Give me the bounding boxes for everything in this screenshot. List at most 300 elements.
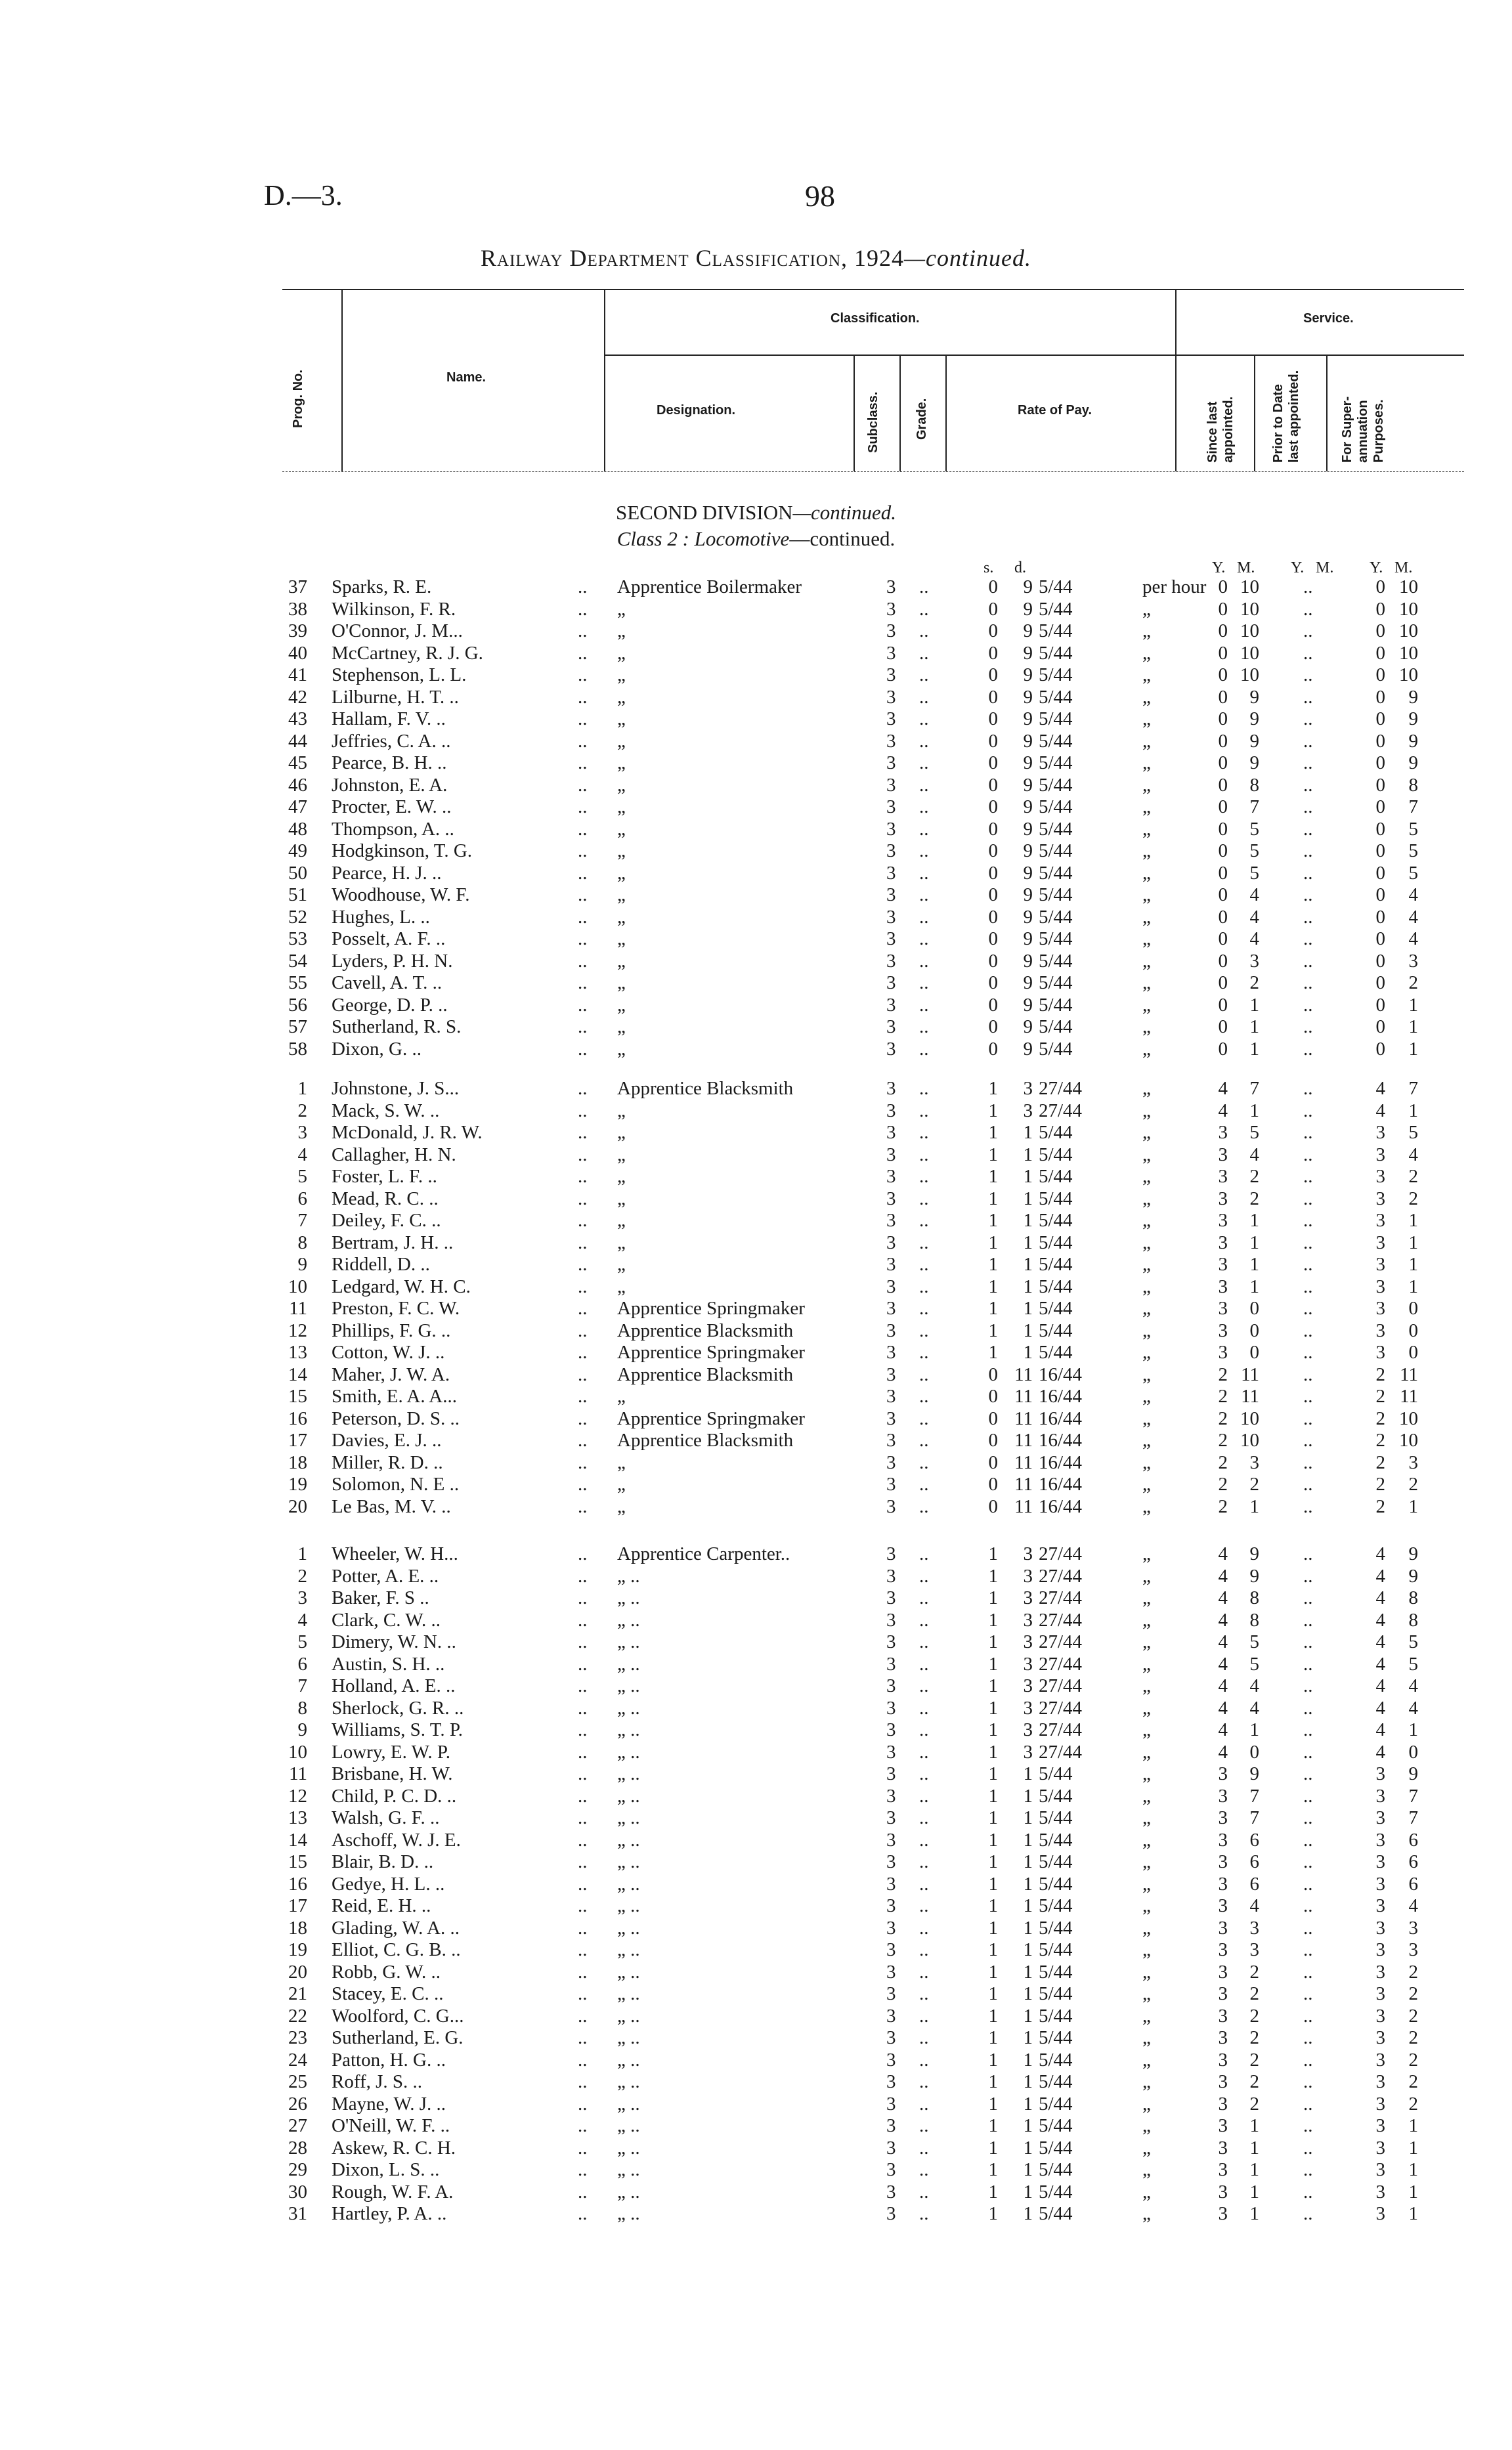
cell-no: 56 <box>288 994 307 1016</box>
cell-m3: 1 <box>1408 1495 1418 1517</box>
cell-y3: 3 <box>1375 1210 1385 1231</box>
cell-dots: .. <box>578 994 588 1016</box>
cell-d: 1 <box>1023 1232 1033 1253</box>
cell-sub: 3 <box>886 2181 896 2203</box>
table-row <box>0 2050 1512 2072</box>
cell-fr: 16/44 <box>1039 1408 1083 1429</box>
cell-y3: 4 <box>1375 1543 1385 1564</box>
table-row <box>0 1342 1512 1364</box>
cell-pd: .. <box>1303 1232 1313 1253</box>
cell-per: „ <box>1142 1342 1151 1363</box>
cell-m3: 2 <box>1408 2093 1418 2115</box>
cell-s: 1 <box>988 2093 998 2115</box>
cell-y3: 4 <box>1375 1631 1385 1652</box>
cell-m3: 9 <box>1408 708 1418 729</box>
col-subclass: Subclass. <box>866 391 880 453</box>
cell-pd: .. <box>1303 1122 1313 1143</box>
cell-y1: 3 <box>1218 1144 1228 1165</box>
cell-sub: 3 <box>886 1188 896 1209</box>
cell-s: 1 <box>988 1166 998 1187</box>
cell-y1: 4 <box>1218 1609 1228 1631</box>
cell-name: Smith, E. A. A... <box>332 1386 457 1407</box>
cell-s: 1 <box>988 2027 998 2048</box>
cell-no: 53 <box>288 928 307 949</box>
cell-dots: .. <box>578 1939 588 1960</box>
cell-pd: .. <box>1303 686 1313 708</box>
cell-name: Cotton, W. J. .. <box>332 1342 445 1363</box>
cell-gd: .. <box>919 1983 929 2004</box>
cell-per: „ <box>1142 1763 1151 1784</box>
cell-no: 16 <box>288 1408 307 1429</box>
cell-y3: 4 <box>1375 1741 1385 1763</box>
cell-dots: .. <box>578 1342 588 1363</box>
cell-sub: 3 <box>886 1609 896 1631</box>
cell-y3: 2 <box>1375 1408 1385 1429</box>
cell-fr: 5/44 <box>1039 1232 1073 1253</box>
cell-m1: 6 <box>1249 1829 1259 1851</box>
cell-dots: .. <box>578 2027 588 2048</box>
cell-y3: 0 <box>1375 598 1385 620</box>
cell-m3: 4 <box>1408 1675 1418 1696</box>
cell-gd: .. <box>919 730 929 752</box>
cell-per: „ <box>1142 2115 1151 2136</box>
cell-d: 9 <box>1023 774 1033 796</box>
cell-s: 0 <box>988 928 998 949</box>
cell-per: „ <box>1142 1565 1151 1587</box>
cell-per: „ <box>1142 1785 1151 1807</box>
cell-s: 0 <box>988 994 998 1016</box>
cell-name: Jeffries, C. A. .. <box>332 730 451 752</box>
cell-fr: 5/44 <box>1039 906 1073 928</box>
cell-gd: .. <box>919 2027 929 2048</box>
cell-desig: „ <box>617 1144 626 1165</box>
cell-name: O'Connor, J. M... <box>332 620 463 641</box>
cell-gd: .. <box>919 796 929 817</box>
cell-dots: .. <box>578 1100 588 1121</box>
table-row <box>0 708 1512 731</box>
cell-sub: 3 <box>886 1873 896 1895</box>
cell-no: 26 <box>288 2093 307 2115</box>
cell-m3: 5 <box>1408 818 1418 840</box>
cell-m3: 5 <box>1408 862 1418 884</box>
cell-desig: „ .. <box>617 1697 640 1719</box>
cell-desig: Apprentice Springmaker <box>617 1342 805 1363</box>
cell-sub: 3 <box>886 2027 896 2048</box>
cell-fr: 16/44 <box>1039 1474 1083 1495</box>
cell-sub: 3 <box>886 1122 896 1143</box>
cell-name: Lowry, E. W. P. <box>332 1741 450 1763</box>
cell-m3: 1 <box>1408 2159 1418 2180</box>
cell-s: 0 <box>988 818 998 840</box>
cell-s: 0 <box>988 774 998 796</box>
cell-y3: 3 <box>1375 1188 1385 1209</box>
cell-y3: 3 <box>1375 2181 1385 2203</box>
cell-y1: 2 <box>1218 1386 1228 1407</box>
cell-m1: 2 <box>1249 1961 1259 1983</box>
table-row <box>0 1742 1512 1764</box>
cell-dots: .. <box>578 576 588 597</box>
cell-per: „ <box>1142 2049 1151 2071</box>
cell-dots: .. <box>578 1697 588 1719</box>
cell-name: McCartney, R. J. G. <box>332 642 483 664</box>
cell-name: Solomon, N. E .. <box>332 1474 460 1495</box>
cell-per: „ <box>1142 906 1151 928</box>
cell-y1: 3 <box>1218 1210 1228 1231</box>
cell-gd: .. <box>919 1851 929 1872</box>
cell-fr: 27/44 <box>1039 1675 1083 1696</box>
cell-d: 11 <box>1014 1495 1033 1517</box>
cell-no: 47 <box>288 796 307 817</box>
cell-desig: „ <box>617 1210 626 1231</box>
cell-gd: .. <box>919 1254 929 1275</box>
table-row <box>0 576 1512 599</box>
cell-no: 30 <box>288 2181 307 2203</box>
cell-per: „ <box>1142 1609 1151 1631</box>
cell-sub: 3 <box>886 796 896 817</box>
cell-desig: „ .. <box>617 1785 640 1807</box>
cell-dots: .. <box>578 906 588 928</box>
cell-desig: „ <box>617 752 626 773</box>
cell-y1: 4 <box>1218 1100 1228 1121</box>
cell-sub: 3 <box>886 774 896 796</box>
cell-y3: 4 <box>1375 1565 1385 1587</box>
cell-gd: .. <box>919 1298 929 1319</box>
cell-d: 11 <box>1014 1474 1033 1495</box>
cell-name: Riddell, D. .. <box>332 1254 430 1275</box>
cell-s: 1 <box>988 2159 998 2180</box>
cell-no: 46 <box>288 774 307 796</box>
cell-per: „ <box>1142 994 1151 1016</box>
cell-per: „ <box>1142 1430 1151 1451</box>
cell-dots: .. <box>578 1807 588 1828</box>
cell-pd: .. <box>1303 1807 1313 1828</box>
cell-per: „ <box>1142 796 1151 817</box>
cell-no: 29 <box>288 2159 307 2180</box>
cell-m1: 9 <box>1249 686 1259 708</box>
cell-name: Glading, W. A. .. <box>332 1917 460 1939</box>
cell-s: 1 <box>988 1565 998 1587</box>
cell-dots: .. <box>578 818 588 840</box>
cell-name: Hughes, L. .. <box>332 906 430 928</box>
cell-m1: 10 <box>1240 664 1259 685</box>
cell-d: 1 <box>1023 1939 1033 1960</box>
unit-m1: M. <box>1237 559 1255 576</box>
cell-m1: 0 <box>1249 1320 1259 1341</box>
cell-desig: „ .. <box>617 1807 640 1828</box>
cell-d: 9 <box>1023 840 1033 861</box>
cell-s: 1 <box>988 1254 998 1275</box>
cell-dots: .. <box>578 1254 588 1275</box>
cell-desig: „ .. <box>617 2093 640 2115</box>
table-row <box>0 951 1512 973</box>
cell-y1: 0 <box>1218 686 1228 708</box>
cell-pd: .. <box>1303 1210 1313 1231</box>
cell-s: 0 <box>988 1038 998 1060</box>
cell-m1: 10 <box>1240 620 1259 641</box>
cell-m1: 2 <box>1249 1474 1259 1495</box>
cell-gd: .. <box>919 1430 929 1451</box>
cell-dots: .. <box>578 642 588 664</box>
cell-per: „ <box>1142 730 1151 752</box>
cell-d: 9 <box>1023 862 1033 884</box>
cell-fr: 5/44 <box>1039 2115 1073 2136</box>
cell-d: 1 <box>1023 1342 1033 1363</box>
cell-fr: 5/44 <box>1039 1763 1073 1784</box>
cell-dots: .. <box>578 620 588 641</box>
cell-y3: 3 <box>1375 1851 1385 1872</box>
cell-no: 12 <box>288 1320 307 1341</box>
cell-gd: .. <box>919 1741 929 1763</box>
cell-name: Wilkinson, F. R. <box>332 598 456 620</box>
cell-no: 5 <box>297 1166 307 1187</box>
cell-name: Robb, G. W. .. <box>332 1961 441 1983</box>
cell-fr: 5/44 <box>1039 2203 1073 2224</box>
cell-pd: .. <box>1303 1543 1313 1564</box>
cell-desig: „ <box>617 774 626 796</box>
cell-sub: 3 <box>886 576 896 597</box>
cell-fr: 5/44 <box>1039 1276 1073 1297</box>
cell-pd: .. <box>1303 1474 1313 1495</box>
cell-gd: .. <box>919 1386 929 1407</box>
table-row <box>0 2027 1512 2050</box>
cell-name: Lilburne, H. T. .. <box>332 686 459 708</box>
cell-pd: .. <box>1303 1495 1313 1517</box>
cell-dots: .. <box>578 1895 588 1916</box>
cell-gd: .. <box>919 1565 929 1587</box>
cell-dots: .. <box>578 1078 588 1099</box>
cell-s: 1 <box>988 1829 998 1851</box>
cell-d: 9 <box>1023 818 1033 840</box>
cell-no: 4 <box>297 1609 307 1631</box>
cell-y1: 3 <box>1218 1298 1228 1319</box>
unit-m2: M. <box>1316 559 1334 576</box>
table-row <box>0 1386 1512 1408</box>
cell-name: Sparks, R. E. <box>332 576 432 597</box>
cell-y1: 4 <box>1218 1719 1228 1740</box>
cell-dots: .. <box>578 1495 588 1517</box>
cell-desig: „ <box>617 1386 626 1407</box>
cell-dots: .. <box>578 862 588 884</box>
cell-y1: 2 <box>1218 1451 1228 1473</box>
cell-s: 1 <box>988 2049 998 2071</box>
cell-per: „ <box>1142 950 1151 972</box>
cell-name: Baker, F. S .. <box>332 1587 429 1608</box>
cell-d: 1 <box>1023 1122 1033 1143</box>
cell-y1: 0 <box>1218 730 1228 752</box>
cell-s: 1 <box>988 1961 998 1983</box>
cell-per: „ <box>1142 1675 1151 1696</box>
cell-fr: 5/44 <box>1039 1785 1073 1807</box>
cell-gd: .. <box>919 2159 929 2180</box>
unit-m3: M. <box>1394 559 1413 576</box>
cell-d: 1 <box>1023 1298 1033 1319</box>
cell-gd: .. <box>919 972 929 993</box>
cell-fr: 5/44 <box>1039 1851 1073 1872</box>
cell-no: 14 <box>288 1364 307 1385</box>
cell-y1: 3 <box>1218 1342 1228 1363</box>
cell-m1: 11 <box>1241 1364 1259 1385</box>
cell-sub: 3 <box>886 2203 896 2224</box>
cell-m1: 4 <box>1249 928 1259 949</box>
cell-pd: .. <box>1303 598 1313 620</box>
cell-sub: 3 <box>886 1939 896 1960</box>
cell-desig: „ <box>617 972 626 993</box>
table-row <box>0 1675 1512 1698</box>
title-continued: —continued. <box>904 245 1031 271</box>
cell-y3: 0 <box>1375 818 1385 840</box>
table-row <box>0 1496 1512 1518</box>
cell-pd: .. <box>1303 2137 1313 2159</box>
cell-pd: .. <box>1303 1873 1313 1895</box>
cell-sub: 3 <box>886 1829 896 1851</box>
cell-fr: 5/44 <box>1039 840 1073 861</box>
cell-per: „ <box>1142 1144 1151 1165</box>
cell-m1: 5 <box>1249 840 1259 861</box>
cell-per: „ <box>1142 1408 1151 1429</box>
cell-y1: 0 <box>1218 576 1228 597</box>
cell-m1: 2 <box>1249 2093 1259 2115</box>
cell-pd: .. <box>1303 2093 1313 2115</box>
unit-y1: Y. <box>1212 559 1226 576</box>
cell-sub: 3 <box>886 2137 896 2159</box>
cell-s: 1 <box>988 2005 998 2027</box>
cell-pd: .. <box>1303 1939 1313 1960</box>
cell-gd: .. <box>919 2137 929 2159</box>
cell-name: Woodhouse, W. F. <box>332 884 470 905</box>
col-designation: Designation. <box>657 403 736 418</box>
cell-y1: 2 <box>1218 1408 1228 1429</box>
cell-d: 3 <box>1023 1741 1033 1763</box>
cell-desig: „ .. <box>617 1983 640 2004</box>
table-row <box>0 1452 1512 1474</box>
cell-y1: 3 <box>1218 1917 1228 1939</box>
cell-no: 43 <box>288 708 307 729</box>
cell-s: 0 <box>988 708 998 729</box>
cell-sub: 3 <box>886 598 896 620</box>
cell-d: 11 <box>1014 1451 1033 1473</box>
cell-pd: .. <box>1303 1917 1313 1939</box>
cell-d: 3 <box>1023 1587 1033 1608</box>
cell-name: Roff, J. S. .. <box>332 2071 423 2092</box>
cell-pd: .. <box>1303 840 1313 861</box>
cell-y3: 3 <box>1375 1254 1385 1275</box>
division-continued: —continued. <box>792 501 897 524</box>
cell-sub: 3 <box>886 1983 896 2004</box>
cell-desig: Apprentice Blacksmith <box>617 1320 794 1341</box>
cell-desig: „ .. <box>617 1631 640 1652</box>
cell-y3: 3 <box>1375 2027 1385 2048</box>
cell-sub: 3 <box>886 1166 896 1187</box>
cell-desig: Apprentice Springmaker <box>617 1298 805 1319</box>
cell-pd: .. <box>1303 2115 1313 2136</box>
cell-desig: „ .. <box>617 1675 640 1696</box>
cell-desig: „ <box>617 1276 626 1297</box>
cell-gd: .. <box>919 2115 929 2136</box>
cell-y1: 0 <box>1218 928 1228 949</box>
cell-per: „ <box>1142 1895 1151 1916</box>
cell-y1: 3 <box>1218 2203 1228 2224</box>
cell-m3: 8 <box>1408 774 1418 796</box>
cell-no: 11 <box>289 1298 307 1319</box>
cell-desig: „ .. <box>617 1961 640 1983</box>
cell-m1: 4 <box>1249 1895 1259 1916</box>
cell-pd: .. <box>1303 1675 1313 1696</box>
cell-gd: .. <box>919 1895 929 1916</box>
cell-m1: 1 <box>1249 1254 1259 1275</box>
cell-no: 41 <box>288 664 307 685</box>
cell-per: „ <box>1142 1495 1151 1517</box>
cell-sub: 3 <box>886 1386 896 1407</box>
cell-sub: 3 <box>886 1451 896 1473</box>
cell-s: 1 <box>988 1144 998 1165</box>
cell-no: 10 <box>288 1276 307 1297</box>
cell-dots: .. <box>578 1609 588 1631</box>
table-row <box>0 752 1512 775</box>
cell-y3: 0 <box>1375 950 1385 972</box>
cell-desig: „ .. <box>617 1939 640 1960</box>
cell-y3: 3 <box>1375 1983 1385 2004</box>
cell-no: 23 <box>288 2027 307 2048</box>
cell-y1: 0 <box>1218 1016 1228 1037</box>
cell-m3: 7 <box>1408 1078 1418 1099</box>
cell-desig: „ <box>617 994 626 1016</box>
cell-no: 5 <box>297 1631 307 1652</box>
cell-d: 9 <box>1023 1016 1033 1037</box>
cell-dots: .. <box>578 1763 588 1784</box>
cell-sub: 3 <box>886 1408 896 1429</box>
cell-sub: 3 <box>886 620 896 641</box>
cell-pd: .. <box>1303 1653 1313 1675</box>
cell-name: Lyders, P. H. N. <box>332 950 453 972</box>
cell-y3: 3 <box>1375 1939 1385 1960</box>
class-heading <box>0 527 1512 551</box>
cell-no: 17 <box>288 1895 307 1916</box>
cell-no: 49 <box>288 840 307 861</box>
cell-sub: 3 <box>886 1961 896 1983</box>
table-row <box>0 907 1512 929</box>
cell-m3: 7 <box>1408 796 1418 817</box>
cell-sub: 3 <box>886 950 896 972</box>
cell-m3: 11 <box>1400 1364 1418 1385</box>
table-row <box>0 1587 1512 1610</box>
cell-s: 0 <box>988 576 998 597</box>
cell-m3: 9 <box>1408 1565 1418 1587</box>
cell-per: per hour <box>1142 576 1207 597</box>
cell-pd: .. <box>1303 1386 1313 1407</box>
table-row <box>0 2203 1512 2225</box>
cell-y1: 3 <box>1218 1763 1228 1784</box>
unit-y3: Y. <box>1370 559 1383 576</box>
cell-fr: 27/44 <box>1039 1631 1083 1652</box>
cell-name: Stacey, E. C. .. <box>332 1983 444 2004</box>
cell-desig: „ <box>617 840 626 861</box>
cell-desig: „ <box>617 708 626 729</box>
cell-name: Mack, S. W. .. <box>332 1100 440 1121</box>
class-continued: —continued. <box>789 527 896 550</box>
cell-no: 38 <box>288 598 307 620</box>
cell-gd: .. <box>919 1100 929 1121</box>
cell-sub: 3 <box>886 1785 896 1807</box>
cell-s: 0 <box>988 884 998 905</box>
cell-desig: „ <box>617 862 626 884</box>
cell-d: 3 <box>1023 1719 1033 1740</box>
cell-name: Johnstone, J. S... <box>332 1078 460 1099</box>
cell-d: 1 <box>1023 1254 1033 1275</box>
cell-d: 1 <box>1023 1320 1033 1341</box>
table-row <box>0 884 1512 907</box>
cell-name: Peterson, D. S. .. <box>332 1408 460 1429</box>
cell-gd: .. <box>919 1829 929 1851</box>
